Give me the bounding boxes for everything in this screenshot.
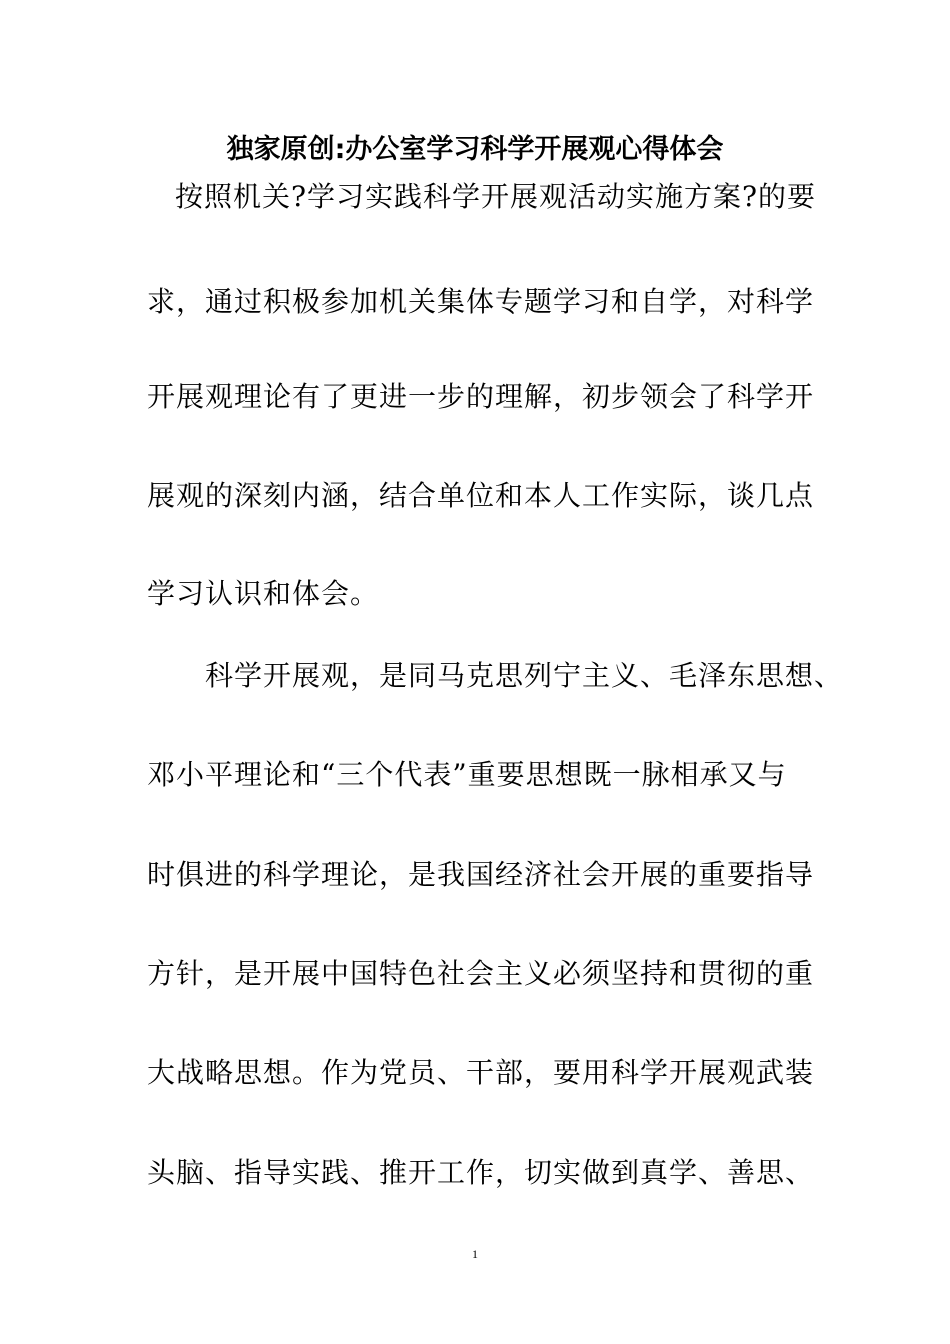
paragraph-2-line-1: 科学开展观，是同马克思列宁主义、毛泽东思想、 — [205, 659, 844, 692]
paragraph-1-line-3: 开展观理论有了更进一步的理解，初步领会了科学开 — [147, 380, 815, 413]
paragraph-2-line-2: 邓小平理论和“三个代表”重要思想既一脉相承又与 — [147, 758, 787, 791]
paragraph-1-line-1: 按照机关?学习实践科学开展观活动实施方案?的要 — [175, 180, 817, 213]
paragraph-2-line-5: 大战略思想。作为党员、干部，要用科学开展观武装 — [147, 1056, 815, 1089]
paragraph-2-line-4: 方针，是开展中国特色社会主义必须坚持和贯彻的重 — [147, 957, 815, 990]
paragraph-1-line-5: 学习认识和体会。 — [147, 577, 380, 610]
paragraph-1-line-2: 求，通过积极参加机关集体专题学习和自学，对科学 — [147, 285, 815, 318]
paragraph-2-line-3: 时俱进的科学理论，是我国经济社会开展的重要指导 — [147, 858, 815, 891]
paragraph-2-line-6: 头脑、指导实践、推开工作，切实做到真学、善思、 — [147, 1156, 815, 1189]
page-number: 1 — [472, 1247, 478, 1261]
document-title: 独家原创:办公室学习科学开展观心得体会 — [226, 134, 724, 165]
paragraph-1-line-4: 展观的深刻内涵，结合单位和本人工作实际，谈几点 — [147, 479, 815, 512]
